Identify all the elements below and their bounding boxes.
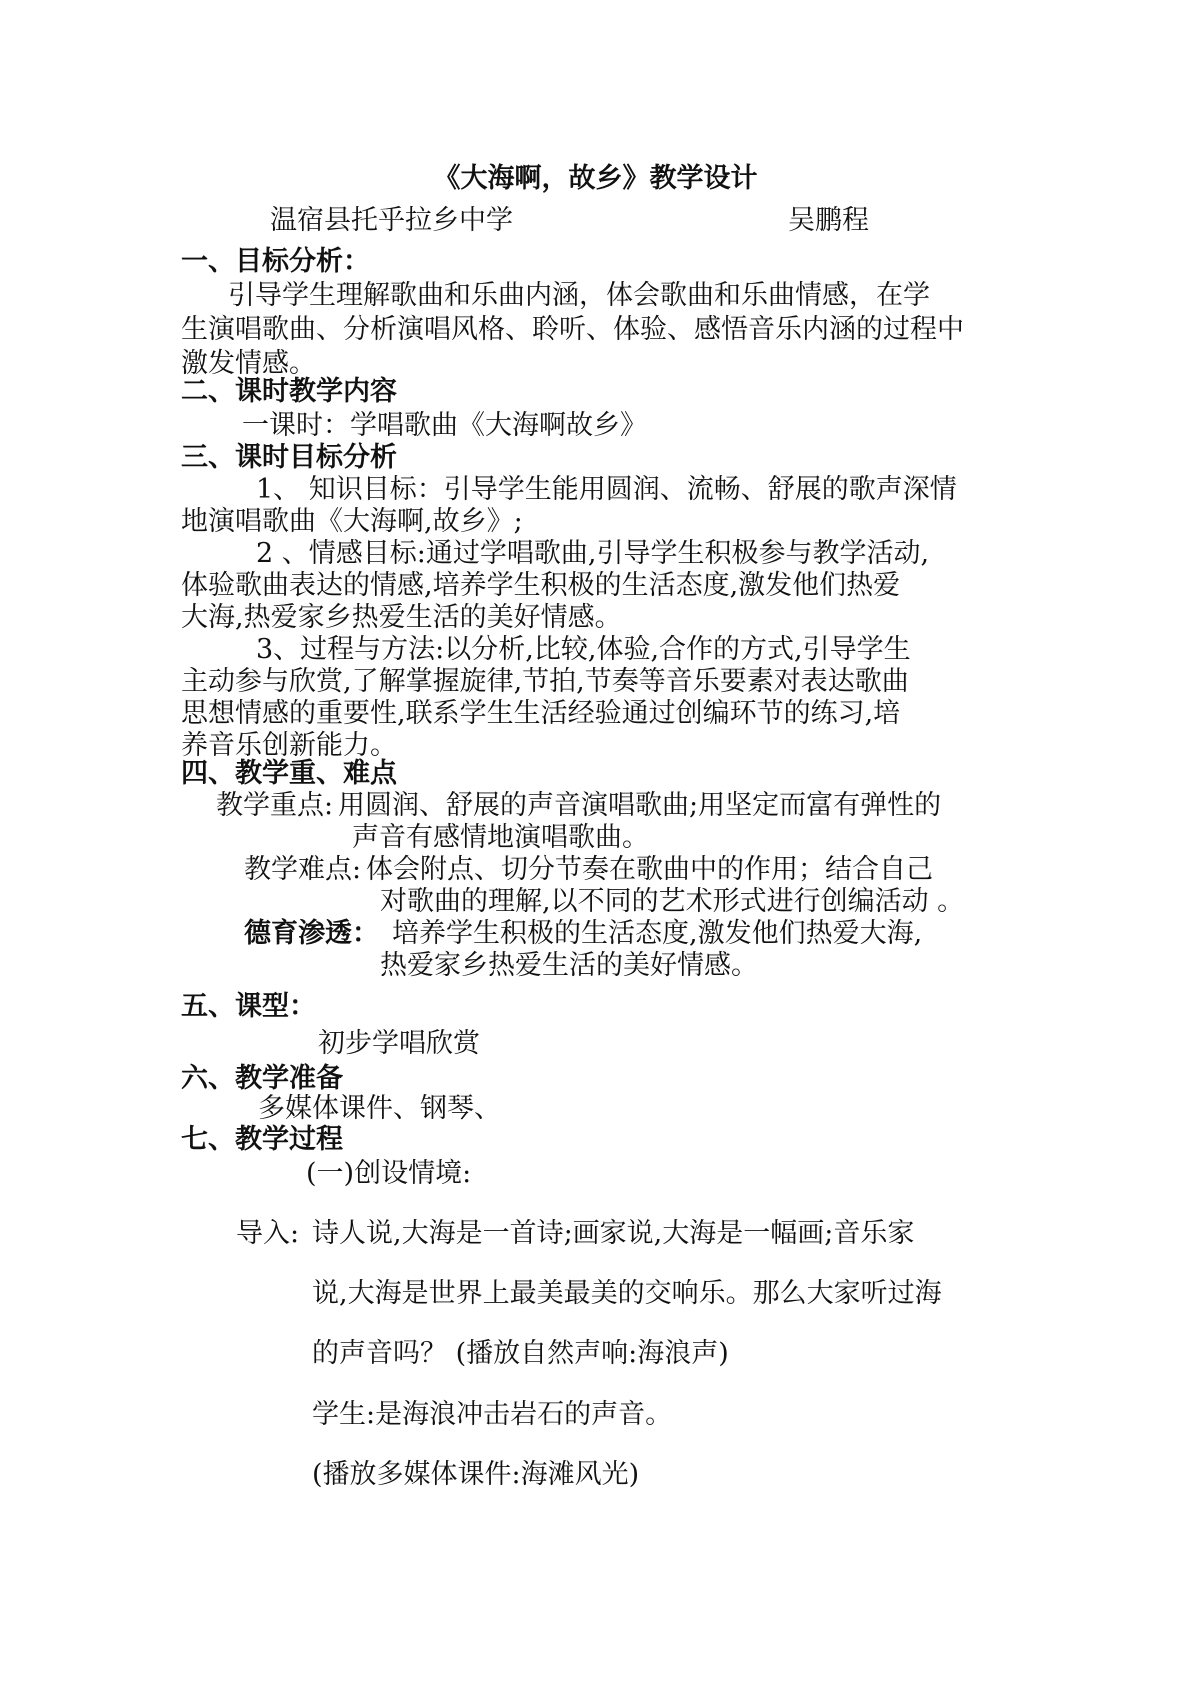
school-name: 温宿县托乎拉乡中学 [270,205,513,236]
difficult-points-line: 对歌曲的理解,以不同的艺术形式进行创编活动 。 [380,886,965,917]
section-3-line: 体验歌曲表达的情感,培养学生积极的生活态度,激发他们热爱 [181,570,901,601]
section-7-subheading: (一)创设情境: [306,1158,472,1189]
section-3-line: 1、 知识目标：引导学生能用圆润、流畅、舒展的歌声深情 [256,474,957,505]
key-points-line: 用圆润、舒展的声音演唱歌曲;用坚定而富有弹性的 [338,790,942,821]
section-5-line: 初步学唱欣赏 [318,1028,480,1059]
section-1-line: 生演唱歌曲、分析演唱风格、聆听、体验、感悟音乐内涵的过程中 [181,314,964,345]
section-3-line: 2 、情感目标:通过学唱歌曲,引导学生积极参与教学活动, [256,538,930,569]
section-5-heading: 五、课型： [181,991,316,1022]
section-3-line: 地演唱歌曲《大海啊,故乡》; [181,506,523,537]
section-3-line: 大海,热爱家乡热爱生活的美好情感。 [181,602,622,633]
intro-line: (播放多媒体课件:海滩风光) [312,1459,640,1490]
intro-line: 说,大海是世界上最美最美的交响乐。那么大家听过海 [312,1278,942,1309]
section-2-heading: 二、课时教学内容 [181,376,397,407]
key-points-line: 声音有感情地演唱歌曲。 [352,822,649,853]
section-3-line: 3、过程与方法:以分析,比较,体验,合作的方式,引导学生 [256,634,911,665]
difficult-points-label: 教学难点: [244,854,362,885]
section-4-heading: 四、教学重、难点 [181,758,397,789]
section-1-line: 激发情感。 [181,348,316,379]
intro-line: 诗人说,大海是一首诗;画家说,大海是一幅画;音乐家 [312,1218,915,1249]
key-points-label: 教学重点: [216,790,334,821]
section-3-line: 思想情感的重要性,联系学生生活经验通过创编环节的练习,培 [181,698,901,729]
moral-education-label: 德育渗透： [244,918,379,949]
section-2-line: 一课时：学唱歌曲《大海啊故乡》 [242,410,647,441]
section-3-line: 主动参与欣赏,了解掌握旋律,节拍,节奏等音乐要素对表达歌曲 [181,666,909,697]
section-6-line: 多媒体课件、钢琴、 [258,1093,501,1124]
section-6-heading: 六、教学准备 [181,1063,343,1094]
intro-line: 学生:是海浪冲击岩石的声音。 [312,1399,673,1430]
intro-label: 导入: [236,1218,300,1249]
intro-line: 的声音吗？ (播放自然声响:海浪声) [312,1338,729,1369]
difficult-points-line: 体会附点、切分节奏在歌曲中的作用；结合自己 [366,854,933,885]
document-title: 《大海啊，故乡》教学设计 [433,163,758,194]
moral-education-line: 培养学生积极的生活态度,激发他们热爱大海, [392,918,923,949]
section-7-heading: 七、教学过程 [181,1124,343,1155]
section-3-line: 养音乐创新能力。 [181,730,397,761]
section-1-heading: 一、目标分析： [181,246,370,277]
moral-education-line: 热爱家乡热爱生活的美好情感。 [380,950,758,981]
section-3-heading: 三、课时目标分析 [181,442,397,473]
section-1-line: 引导学生理解歌曲和乐曲内涵，体会歌曲和乐曲情感，在学 [228,280,930,311]
author-name: 吴鹏程 [788,205,869,236]
